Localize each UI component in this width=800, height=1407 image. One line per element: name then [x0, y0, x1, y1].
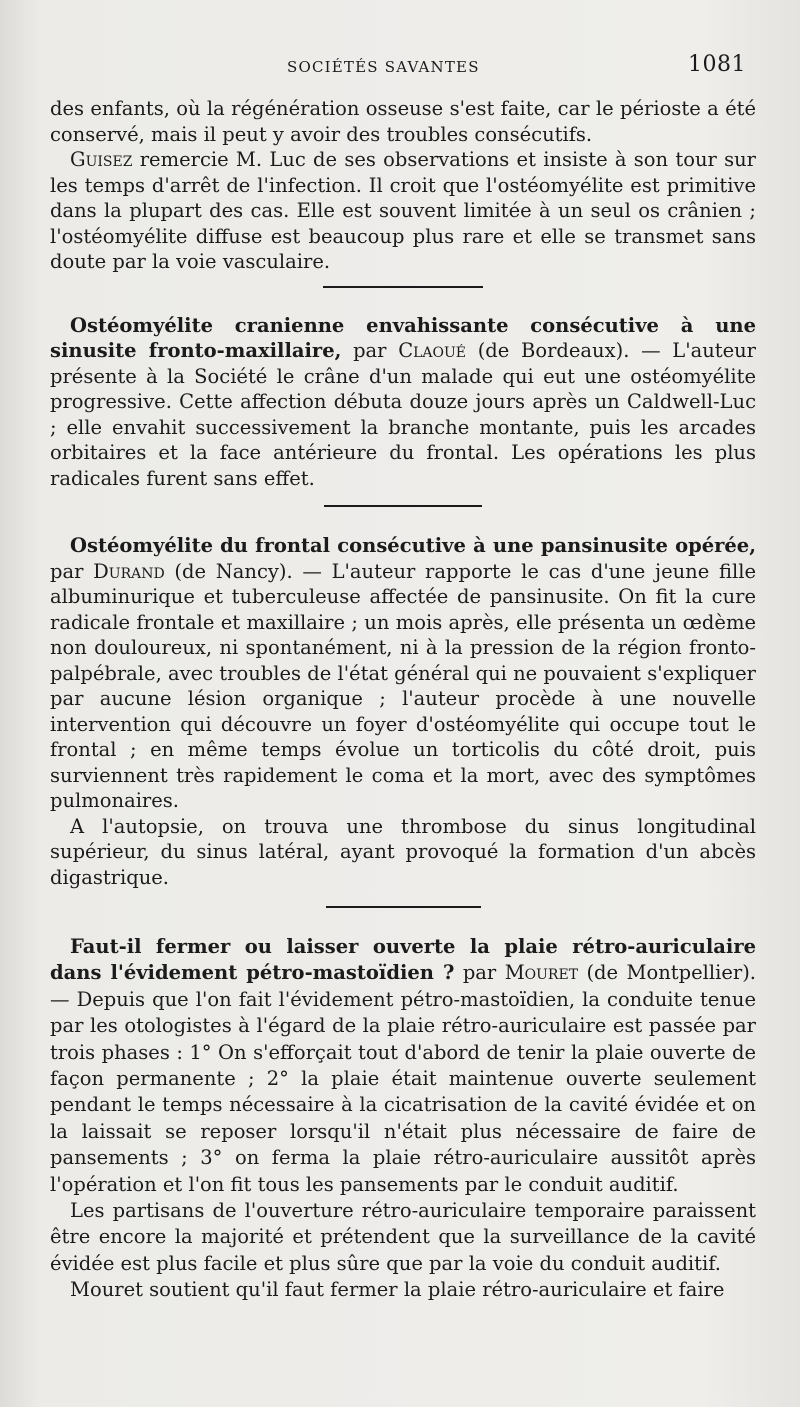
guisez-paragraph: [50, 147, 756, 275]
section-mouret-title: Faut-il fermer ou laisser ouverte la plaie rétro-auriculaire dans l'évidement pétro-mastoïdien ?: [50, 935, 756, 985]
section-claoue-text: (de Bordeaux). — L'auteur présente à la Société le crâne d'un malade qui eut une ostéomyélite progressive. Cette affection débuta douze jours après un Caldwell-Luc ; elle envahit successivement la branche montante, puis les arcades orbitaires et la face antérieure du frontal. Les opérations les plus radicales furent sans effet.: [50, 339, 757, 490]
mouret-paragraph: Mouret soutient qu'il faut fermer la plaie rétro-auriculaire et faire: [70, 1278, 725, 1302]
page-number: 1081: [688, 52, 746, 77]
section-mouret-text: (de Montpellier). — Depuis que l'on fait l'évidement pétro-mastoïdien, la conduite tenue par les otologistes à l'égard de la plaie rétro-auriculaire est passée par trois phases : 1° On s'efforçait tout d'abord de tenir la plaie ouverte de façon permanente ; 2° la plaie était maintenue ouverte seulement pendant le temps nécessaire à la cicatrisation de la cavité évidée et on la laissait se reposer lorsqu'il n'était plus nécessaire de faire de pansements ; 3° on ferma la plaie rétro-auriculaire aussitôt après l'opération et l'on fit tous les pansements par le conduit auditif.: [50, 961, 757, 1196]
section-durand-text: (de Nancy). — L'auteur rapporte le cas d'une jeune fille albuminurique et tuberculeuse affectée de pansinusite. On fit la cure radicale frontale et maxillaire ; un mois après, elle présenta un œdème non douloureux, ni spontanément, ni à la pression de la région fronto-palpébrale, avec troubles de l'état général qui ne pouvaient s'expliquer par aucune lésion organique ; l'auteur procède à une nouvelle intervention qui découvre un foyer d'ostéomyélite qui occupe tout le frontal ; en même temps évolue un torticolis du côté droit, puis surviennent très rapidement le coma et la mort, avec des symptômes pulmonaires.: [50, 559, 756, 812]
running-title: SOCIÉTÉS SAVANTES: [287, 58, 480, 76]
partisans-paragraph: Les partisans de l'ouverture rétro-auriculaire temporaire paraissent être encore la majorité et prétendent que la surveillance de la cavité évidée est plus facile et plus sûre que par la voie du conduit auditif.: [50, 1199, 756, 1275]
autopsie-paragraph: A l'autopsie, on trouva une thrombose du sinus longitudinal supérieur, du sinus latéral, ayant provoqué la formation d'un abcès digastrique.: [50, 814, 756, 889]
page-content: [50, 96, 756, 1304]
section-durand-title: Ostéomyélite du frontal consécutive à une pansinusite opérée,: [70, 534, 756, 557]
section-claoue-title: Ostéomyélite cranienne envahissante consécutive à une sinusite fronto-maxillaire,: [50, 313, 756, 362]
section-mouret-author: Mouret: [504, 961, 579, 985]
section-mouret-intro: [50, 934, 756, 1198]
section-claoue: [50, 313, 756, 492]
page-header: [0, 52, 800, 86]
section-separator: [326, 906, 481, 908]
section-claoue-author: Claoué: [398, 339, 467, 362]
continued-paragraph: des enfants, où la régénération osseuse s'est faite, car le périoste a été conservé, mais il peut y avoir des troubles consécutifs.: [50, 97, 756, 146]
section-mouret-by: par: [454, 961, 505, 985]
section-mouret: [50, 934, 756, 1304]
guisez-author: Guisez: [70, 148, 133, 171]
section-durand-by: par: [50, 559, 94, 583]
section-separator: [324, 505, 482, 507]
section-claoue-by: par: [341, 339, 399, 362]
section-durand: [50, 533, 756, 814]
section-separator: [323, 286, 483, 288]
guisez-text: remercie M. Luc de ses observations et insiste à son tour sur les temps d'arrêt de l'infection. Il croit que l'ostéomyélite est primitive dans la plupart des cas. Elle est souvent limitée à un seul os crânien ; l'ostéomyélite diffuse est beaucoup plus rare et elle se transmet sans doute par la voie vasculaire.: [50, 148, 756, 273]
section-durand-author: Durand: [93, 559, 165, 583]
